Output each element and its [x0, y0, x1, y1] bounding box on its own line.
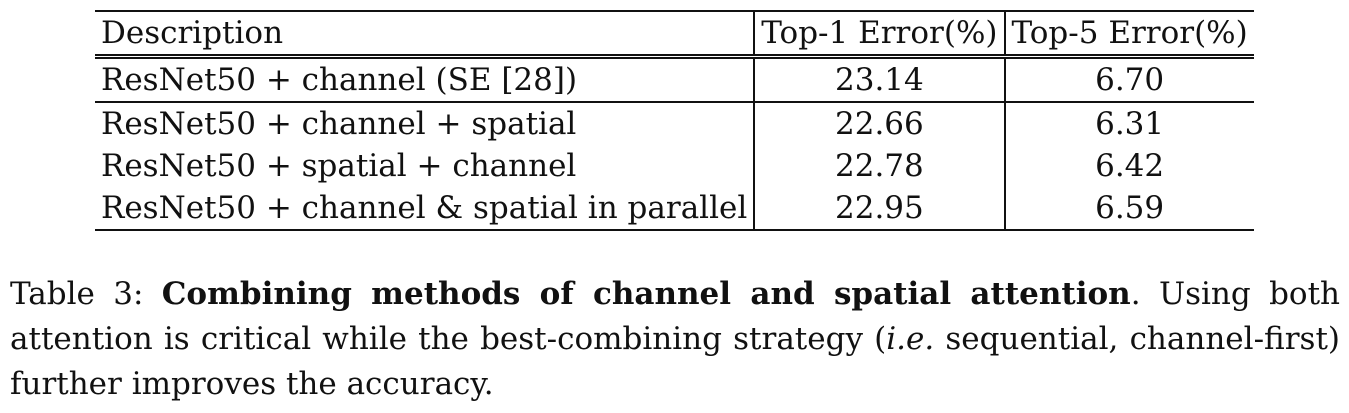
table-header-row [95, 11, 1254, 57]
row-description: ResNet50 + channel (SE [28]) [101, 62, 578, 98]
row-top1-error: 22.95 [754, 187, 1004, 230]
row-top1-error: 23.14 [754, 57, 1004, 103]
row-description: ResNet50 + channel & spatial in parallel [95, 187, 754, 230]
caption-text-before: . Using both attention is critical while the best-combining strategy ( [10, 276, 1340, 357]
table-caption [10, 272, 1340, 407]
header-description: Description [95, 11, 754, 57]
row-top1-error: 22.78 [754, 145, 1004, 187]
table-row [95, 145, 1254, 187]
caption-italic: i.e. [886, 321, 935, 357]
table-row [95, 57, 1254, 103]
row-description: ResNet50 + spatial + channel [101, 148, 577, 184]
caption-text-after: sequential, channel-first) further improves the accuracy. [10, 321, 1340, 402]
row-top5-error: 6.70 [1005, 57, 1254, 103]
caption-label: Table 3: [10, 276, 162, 312]
results-table-container [95, 10, 1251, 231]
table-row [95, 187, 1254, 230]
row-top5-error: 6.59 [1005, 187, 1254, 230]
row-top5-error: 6.42 [1005, 145, 1254, 187]
results-table [95, 10, 1254, 231]
header-top5-error: Top-5 Error(%) [1005, 11, 1254, 57]
caption-title: Combining methods of channel and spatial attention [161, 276, 1131, 312]
row-top5-error-best: 6.31 [1005, 102, 1254, 145]
row-description: ResNet50 + channel + spatial [95, 102, 754, 145]
header-top1-error: Top-1 Error(%) [754, 11, 1004, 57]
row-top1-error-best: 22.66 [754, 102, 1004, 145]
table-row [95, 102, 1254, 145]
